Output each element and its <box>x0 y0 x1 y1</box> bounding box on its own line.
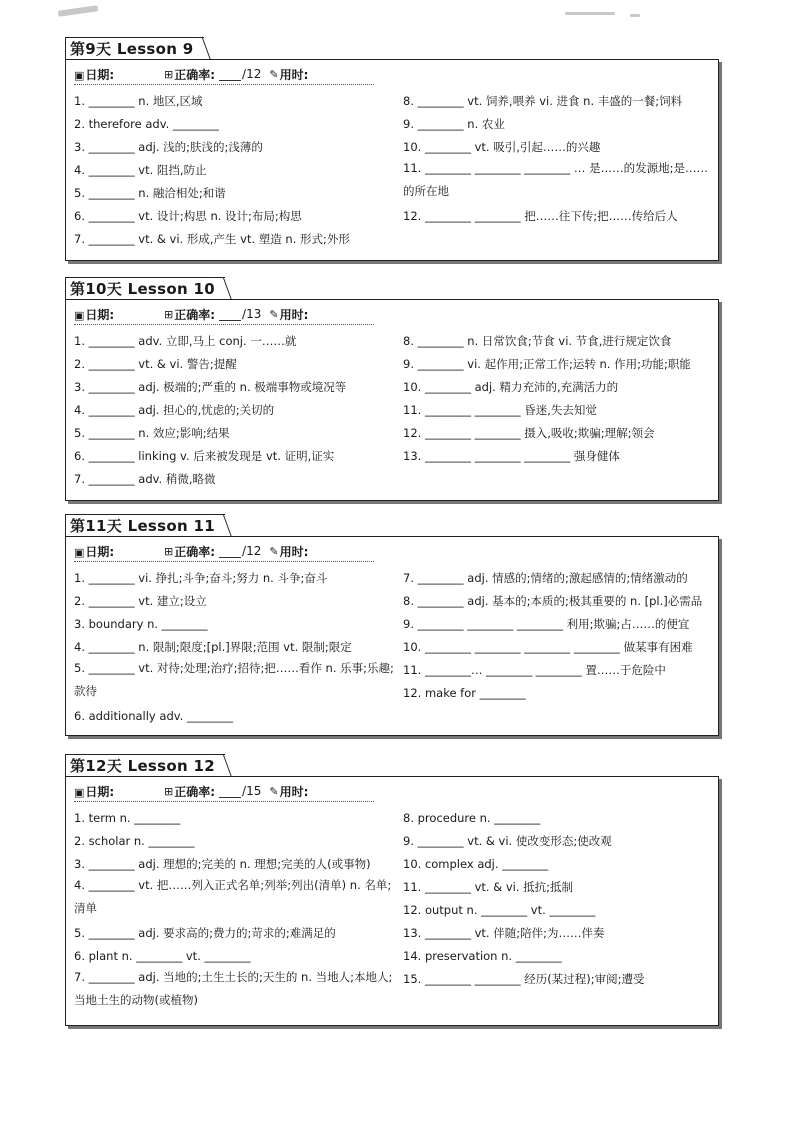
date-label: 日期: <box>85 784 115 799</box>
vocab-item: 3. ________ adj. 理想的;完美的 n. 理想;完美的人(或事物) <box>74 857 371 871</box>
calendar-icon: ▣ <box>74 68 85 82</box>
grid-icon: ⊞ <box>164 784 174 798</box>
vocab-item: 2. scholar n. ________ <box>74 834 195 848</box>
vocab-item: 12. ________ ________ 把……往下传;把……传给后人 <box>403 209 678 223</box>
vocab-item: 7. ________ vt. & vi. 形成,产生 vt. 塑造 n. 形式;外形 <box>74 232 350 246</box>
accuracy-input[interactable] <box>219 307 241 321</box>
vocab-item: 5. ________ vt. 对待;处理;治疗;招待;把……看作 n. 乐事;乐趣;款待 <box>74 661 394 698</box>
vocab-item: 15. ________ ________ 经历(某过程);审阅;遭受 <box>403 972 645 986</box>
vocab-item: 3. ________ adj. 极端的;严重的 n. 极端事物或境况等 <box>74 380 347 394</box>
accuracy-total: /15 <box>242 784 262 798</box>
lesson-heading: 第12天 Lesson 12 <box>65 754 225 777</box>
vocab-item: 8. ________ adj. 基本的;本质的;极其重要的 n. [pl.]必需品 <box>403 594 703 608</box>
grid-icon: ⊞ <box>164 67 174 81</box>
date-label: 日期: <box>85 307 115 322</box>
vocab-item: 7. ________ adv. 稍微,略微 <box>74 472 216 486</box>
accuracy-label: 正确率: <box>174 544 216 559</box>
pen-icon: ✎ <box>269 67 279 81</box>
info-bar <box>74 304 374 325</box>
vocab-item: 11. ________… ________ ________ 置……于危险中 <box>403 663 666 677</box>
accuracy-label: 正确率: <box>174 67 216 82</box>
accuracy-input[interactable] <box>219 784 241 798</box>
vocab-item: 1. term n. ________ <box>74 811 181 825</box>
lesson-heading: 第11天 Lesson 11 <box>65 514 225 537</box>
pen-icon: ✎ <box>269 544 279 558</box>
date-label: 日期: <box>85 67 115 82</box>
calendar-icon: ▣ <box>74 785 85 799</box>
vocab-item: 3. ________ adj. 浅的;肤浅的;浅薄的 <box>74 140 263 154</box>
vocab-item: 6. additionally adv. ________ <box>74 709 233 723</box>
vocab-item: 1. ________ vi. 挣扎;斗争;奋斗;努力 n. 斗争;奋斗 <box>74 571 328 585</box>
time-label: 用时: <box>279 307 309 322</box>
vocab-item: 9. ________ ________ ________ 利用;欺骗;占……的便宜 <box>403 617 690 631</box>
scan-artifact <box>58 5 98 17</box>
vocab-item: 9. ________ vt. & vi. 使改变形态;使改观 <box>403 834 612 848</box>
vocab-item: 3. boundary n. ________ <box>74 617 208 631</box>
time-label: 用时: <box>279 784 309 799</box>
accuracy-total: /12 <box>242 544 262 558</box>
exercise-box <box>65 299 719 501</box>
vocab-item: 2. ________ vt. 建立;设立 <box>74 594 207 608</box>
vocab-item: 5. ________ adj. 要求高的;费力的;苛求的;难满足的 <box>74 926 336 940</box>
exercise-box <box>65 776 719 1026</box>
accuracy-label: 正确率: <box>174 784 216 799</box>
vocab-item: 2. therefore adv. ________ <box>74 117 219 131</box>
vocab-item: 1. ________ adv. 立即,马上 conj. 一……就 <box>74 334 297 348</box>
vocab-item: 10. complex adj. ________ <box>403 857 549 871</box>
vocab-item: 5. ________ n. 效应;影响;结果 <box>74 426 230 440</box>
vocab-item: 4. ________ adj. 担心的,忧虑的;关切的 <box>74 403 275 417</box>
pen-icon: ✎ <box>269 784 279 798</box>
vocab-item: 11. ________ ________ ________ … 是……的发源地;是……的所在地 <box>403 161 708 198</box>
calendar-icon: ▣ <box>74 545 85 559</box>
scan-artifact <box>630 14 640 17</box>
time-label: 用时: <box>279 544 309 559</box>
vocab-item: 6. plant n. ________ vt. ________ <box>74 949 251 963</box>
vocab-item: 11. ________ ________ 昏迷,失去知觉 <box>403 403 597 417</box>
vocab-item: 9. ________ n. 农业 <box>403 117 505 131</box>
info-bar <box>74 781 374 802</box>
vocab-item: 4. ________ vt. 把……列入正式名单;列举;列出(清单) n. 名单;清单 <box>74 878 392 915</box>
info-bar <box>74 541 374 562</box>
grid-icon: ⊞ <box>164 307 174 321</box>
time-label: 用时: <box>279 67 309 82</box>
vocab-item: 4. ________ n. 限制;限度;[pl.]界限;范围 vt. 限制;限定 <box>74 640 352 654</box>
calendar-icon: ▣ <box>74 308 85 322</box>
vocab-item: 13. ________ vt. 伴随;陪伴;为……伴奏 <box>403 926 605 940</box>
info-bar <box>74 64 374 85</box>
grid-icon: ⊞ <box>164 544 174 558</box>
vocab-item: 10. ________ ________ ________ ________ 做某事有困难 <box>403 640 693 654</box>
vocab-item: 11. ________ vt. & vi. 抵抗;抵制 <box>403 880 574 894</box>
accuracy-label: 正确率: <box>174 307 216 322</box>
exercise-box <box>65 59 719 261</box>
vocab-item: 5. ________ n. 融洽相处;和谐 <box>74 186 226 200</box>
vocab-item: 8. ________ vt. 饲养,喂养 vi. 进食 n. 丰盛的一餐;饲料 <box>403 94 683 108</box>
vocab-item: 13. ________ ________ ________ 强身健体 <box>403 449 620 463</box>
vocab-item: 12. ________ ________ 摄入,吸收;欺骗;理解;领会 <box>403 426 655 440</box>
vocab-item: 10. ________ vt. 吸引,引起……的兴趣 <box>403 140 601 154</box>
pen-icon: ✎ <box>269 307 279 321</box>
vocab-item: 9. ________ vi. 起作用;正常工作;运转 n. 作用;功能;职能 <box>403 357 691 371</box>
lesson-heading: 第9天 Lesson 9 <box>65 37 204 60</box>
vocab-item: 14. preservation n. ________ <box>403 949 562 963</box>
vocab-item: 7. ________ adj. 当地的;土生土长的;天生的 n. 当地人;本地人;当地土生的动物(或植物) <box>74 970 393 1007</box>
exercise-box <box>65 536 719 736</box>
accuracy-total: /13 <box>242 307 262 321</box>
vocab-item: 2. ________ vt. & vi. 警告;提醒 <box>74 357 237 371</box>
scan-artifact <box>565 12 615 15</box>
vocab-item: 10. ________ adj. 精力充沛的,充满活力的 <box>403 380 619 394</box>
vocab-item: 12. make for ________ <box>403 686 526 700</box>
vocab-item: 8. procedure n. ________ <box>403 811 541 825</box>
vocab-item: 1. ________ n. 地区,区域 <box>74 94 203 108</box>
accuracy-input[interactable] <box>219 67 241 81</box>
vocab-item: 6. ________ vt. 设计;构思 n. 设计;布局;构思 <box>74 209 302 223</box>
accuracy-input[interactable] <box>219 544 241 558</box>
lesson-heading: 第10天 Lesson 10 <box>65 277 225 300</box>
vocab-item: 6. ________ linking v. 后来被发现是 vt. 证明,证实 <box>74 449 335 463</box>
date-label: 日期: <box>85 544 115 559</box>
accuracy-total: /12 <box>242 67 262 81</box>
vocab-item: 8. ________ n. 日常饮食;节食 vi. 节食,进行规定饮食 <box>403 334 672 348</box>
vocab-item: 4. ________ vt. 阻挡,防止 <box>74 163 207 177</box>
vocab-item: 7. ________ adj. 情感的;情绪的;激起感情的;情绪激动的 <box>403 571 688 585</box>
vocab-item: 12. output n. ________ vt. ________ <box>403 903 596 917</box>
